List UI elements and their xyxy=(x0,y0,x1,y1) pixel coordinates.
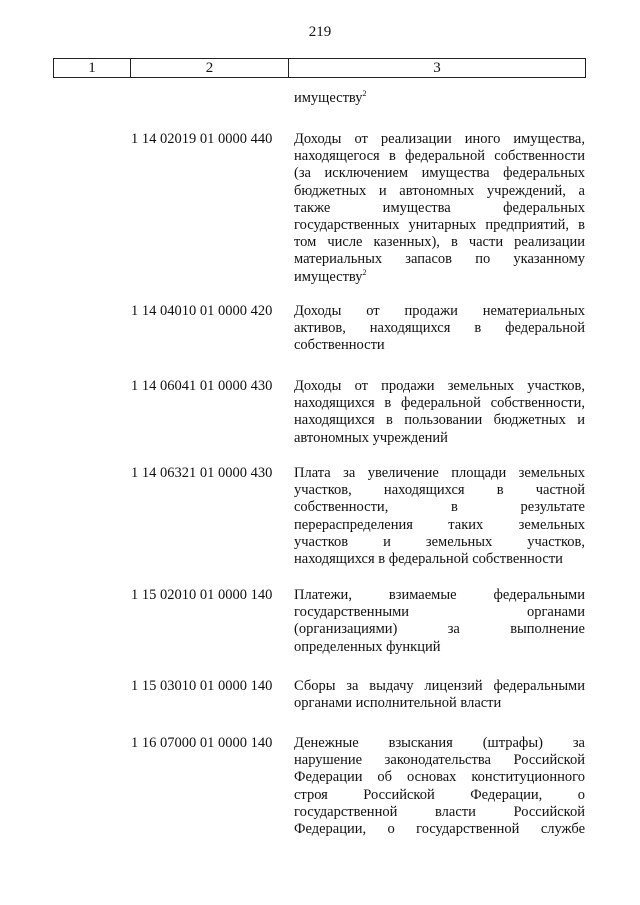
description-line: Доходы от реализации иного имущества, xyxy=(294,131,585,147)
description-line: находящихся в пользовании бюджетных и xyxy=(294,412,585,429)
budget-classification-code: 1 16 07000 01 0000 140 xyxy=(131,735,273,751)
budget-classification-code: 1 14 06041 01 0000 430 xyxy=(131,378,273,394)
column-header-row xyxy=(53,58,586,78)
description-line-text: имуществу xyxy=(294,268,363,285)
description-line: (за исключением имущества федеральных xyxy=(294,165,585,182)
budget-classification-code: 1 15 02010 01 0000 140 xyxy=(131,587,273,603)
revenue-description xyxy=(294,378,585,447)
description-line: Федерации, о государственной службе xyxy=(294,820,585,837)
description-line: находящихся в федеральной собственности, xyxy=(294,395,585,412)
column-header-1: 1 xyxy=(54,59,131,77)
revenue-description xyxy=(294,735,585,838)
revenue-description xyxy=(294,587,585,656)
footnote-marker: 2 xyxy=(362,267,367,277)
description-line xyxy=(294,269,585,286)
description-line: автономных учреждений xyxy=(294,429,448,446)
description-line: органами исполнительной власти xyxy=(294,695,502,712)
description-line: активов, находящихся в федеральной xyxy=(294,320,585,337)
description-line: Плата за увеличение площади земельных xyxy=(294,465,585,481)
column-header-2: 2 xyxy=(131,59,289,77)
description-line: также имущества федеральных xyxy=(294,199,585,216)
description-line: перераспределения таких земельных xyxy=(294,516,585,533)
description-line: том числе казенных), в части реализации xyxy=(294,234,585,251)
description-line: Доходы от продажи нематериальных xyxy=(294,303,585,319)
revenue-description xyxy=(294,465,585,568)
description-line: участков и земельных участков, xyxy=(294,533,585,550)
description-line: нарушение законодательства Российской xyxy=(294,752,585,769)
description-line: Сборы за выдачу лицензий федеральными xyxy=(294,678,585,694)
description-line: Платежи, взимаемые федеральными xyxy=(294,587,585,603)
description-line: находящихся в федеральной собственности xyxy=(294,550,563,567)
budget-classification-code: 1 15 03010 01 0000 140 xyxy=(131,678,273,694)
description-line: собственности, в результате xyxy=(294,499,585,516)
budget-classification-code: 1 14 04010 01 0000 420 xyxy=(131,303,273,319)
revenue-description xyxy=(294,678,585,712)
continued-description xyxy=(294,90,367,107)
description-line: материальных запасов по указанному xyxy=(294,251,585,268)
revenue-description xyxy=(294,131,585,286)
description-line: собственности xyxy=(294,337,385,354)
footnote-marker: 2 xyxy=(362,89,367,99)
revenue-description xyxy=(294,303,585,355)
page-number: 219 xyxy=(308,24,332,40)
description-line: строя Российской Федерации, о xyxy=(294,786,585,803)
description-line: государственными органами xyxy=(294,604,585,621)
description-line: Федерации об основах конституционного xyxy=(294,769,585,786)
description-line: бюджетных и автономных учреждений, а xyxy=(294,182,585,199)
description-line: государственных унитарных предприятий, в xyxy=(294,216,585,233)
budget-classification-code: 1 14 02019 01 0000 440 xyxy=(131,131,273,147)
description-line: определенных функций xyxy=(294,638,441,655)
description-line: государственной власти Российской xyxy=(294,803,585,820)
description-line: Денежные взыскания (штрафы) за xyxy=(294,735,585,751)
description-line: Доходы от продажи земельных участков, xyxy=(294,378,585,394)
description-line: находящегося в федеральной собственности xyxy=(294,148,585,165)
column-header-3: 3 xyxy=(433,60,441,76)
budget-classification-code: 1 14 06321 01 0000 430 xyxy=(131,465,273,481)
description-line: (организациями) за выполнение xyxy=(294,621,585,638)
continued-description-text: имуществу xyxy=(294,90,363,106)
description-line: участков, находящихся в частной xyxy=(294,482,585,499)
